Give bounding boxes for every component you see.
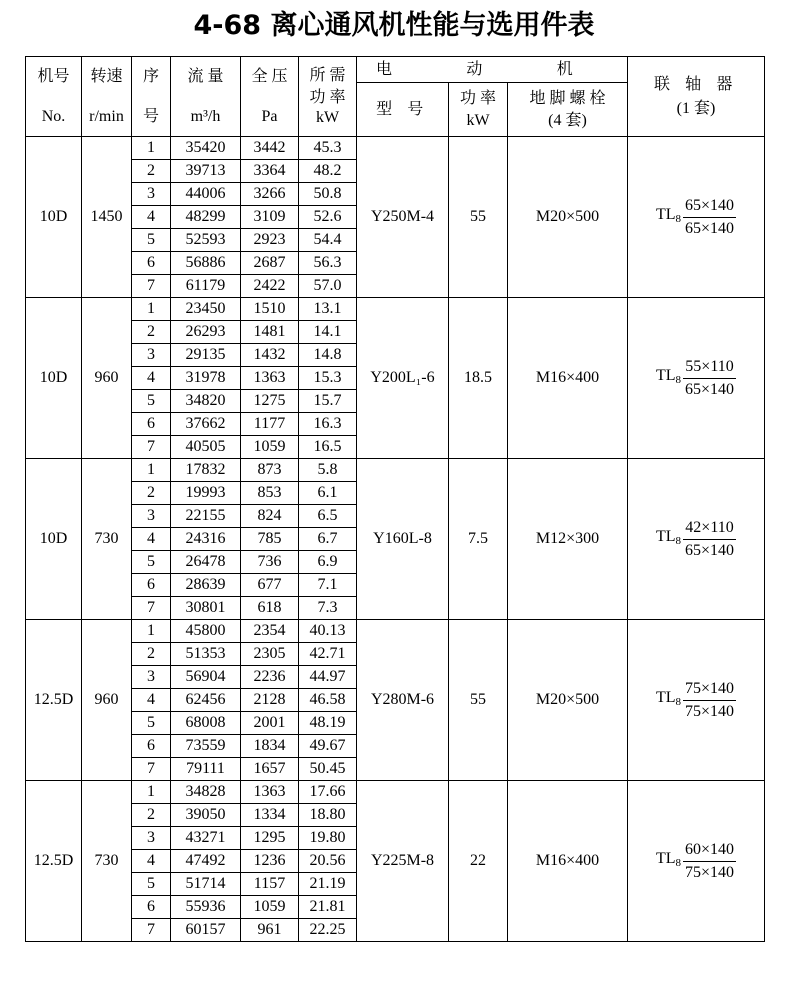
- flow-rate: 79111: [171, 758, 241, 781]
- sequence: 7: [132, 275, 171, 298]
- total-pressure: 1834: [241, 735, 299, 758]
- anchor-bolt: M16×400: [508, 298, 628, 459]
- flow-rate: 19993: [171, 482, 241, 505]
- total-pressure: 1177: [241, 413, 299, 436]
- required-power: 21.81: [299, 896, 357, 919]
- table-row: [26, 137, 765, 160]
- total-pressure: 2422: [241, 275, 299, 298]
- sequence: 5: [132, 229, 171, 252]
- total-pressure: 1236: [241, 850, 299, 873]
- total-pressure: 961: [241, 919, 299, 942]
- flow-rate: 34820: [171, 390, 241, 413]
- motor-type: Y160L-8: [357, 459, 449, 620]
- header-bolt-count: (4 套): [548, 111, 587, 129]
- total-pressure: 2236: [241, 666, 299, 689]
- coupling-prefix: TL: [655, 850, 676, 867]
- flow-rate: 47492: [171, 850, 241, 873]
- coupling-fraction: [683, 519, 736, 560]
- sequence: 5: [132, 712, 171, 735]
- coupling-numerator: 75×140: [683, 680, 736, 701]
- required-power: 6.9: [299, 551, 357, 574]
- header-model: [26, 57, 82, 137]
- flow-rate: 56886: [171, 252, 241, 275]
- total-pressure: 1275: [241, 390, 299, 413]
- header-speed-en: r/min: [89, 107, 124, 125]
- header-power-unit: kW: [315, 108, 340, 126]
- header-pressure-unit: Pa: [261, 107, 278, 125]
- motor-power: 55: [449, 137, 508, 298]
- header-row-top: [26, 57, 765, 83]
- required-power: 48.19: [299, 712, 357, 735]
- fan-spec-table: [25, 56, 765, 942]
- header-speed: [82, 57, 132, 137]
- total-pressure: 1510: [241, 298, 299, 321]
- header-coupling: [628, 57, 765, 137]
- coupling-subscript: 8: [675, 696, 681, 708]
- anchor-bolt: M20×500: [508, 620, 628, 781]
- motor-power: 18.5: [449, 298, 508, 459]
- header-flow-unit: m³/h: [190, 107, 221, 125]
- required-power: 46.58: [299, 689, 357, 712]
- coupling: [628, 298, 765, 459]
- flow-rate: 26293: [171, 321, 241, 344]
- total-pressure: 618: [241, 597, 299, 620]
- header-flow: [171, 57, 241, 137]
- flow-rate: 31978: [171, 367, 241, 390]
- header-speed-cn: 转速: [90, 67, 123, 85]
- total-pressure: 2305: [241, 643, 299, 666]
- flow-rate: 56904: [171, 666, 241, 689]
- speed: 730: [82, 459, 132, 620]
- flow-rate: 29135: [171, 344, 241, 367]
- header-motor-type: 型 号: [357, 83, 449, 137]
- total-pressure: 1295: [241, 827, 299, 850]
- sequence: 2: [132, 160, 171, 183]
- total-pressure: 873: [241, 459, 299, 482]
- sequence: 7: [132, 758, 171, 781]
- sequence: 3: [132, 505, 171, 528]
- required-power: 21.19: [299, 873, 357, 896]
- total-pressure: 677: [241, 574, 299, 597]
- sequence: 1: [132, 298, 171, 321]
- required-power: 6.5: [299, 505, 357, 528]
- header-motor-power: [449, 83, 508, 137]
- coupling-fraction: [683, 197, 736, 238]
- sequence: 1: [132, 781, 171, 804]
- coupling-denominator: 75×140: [685, 863, 735, 881]
- motor-type: Y200L₁-6: [357, 298, 449, 459]
- required-power: 6.7: [299, 528, 357, 551]
- flow-rate: 51714: [171, 873, 241, 896]
- total-pressure: 1059: [241, 436, 299, 459]
- sequence: 2: [132, 482, 171, 505]
- model-number: 10D: [26, 459, 82, 620]
- speed: 1450: [82, 137, 132, 298]
- coupling-type: [656, 367, 681, 389]
- sequence: 4: [132, 528, 171, 551]
- header-model-en: No.: [41, 107, 66, 125]
- flow-rate: 37662: [171, 413, 241, 436]
- table-row: [26, 781, 765, 804]
- required-power: 16.5: [299, 436, 357, 459]
- required-power: 42.71: [299, 643, 357, 666]
- coupling-fraction: [683, 680, 736, 721]
- required-power: 40.13: [299, 620, 357, 643]
- header-model-cn: 机号: [37, 67, 70, 85]
- total-pressure: 824: [241, 505, 299, 528]
- total-pressure: 1363: [241, 781, 299, 804]
- flow-rate: 55936: [171, 896, 241, 919]
- header-seq-top: 序: [142, 67, 159, 85]
- required-power: 13.1: [299, 298, 357, 321]
- coupling-prefix: TL: [655, 689, 676, 706]
- model-number: 12.5D: [26, 781, 82, 942]
- coupling-numerator: 65×140: [683, 197, 736, 218]
- speed: 960: [82, 298, 132, 459]
- anchor-bolt: M16×400: [508, 781, 628, 942]
- sequence: 3: [132, 183, 171, 206]
- total-pressure: 2687: [241, 252, 299, 275]
- coupling-prefix: TL: [655, 528, 676, 545]
- flow-rate: 26478: [171, 551, 241, 574]
- flow-rate: 45800: [171, 620, 241, 643]
- total-pressure: 736: [241, 551, 299, 574]
- sequence: 1: [132, 459, 171, 482]
- required-power: 6.1: [299, 482, 357, 505]
- required-power: 14.8: [299, 344, 357, 367]
- flow-rate: 68008: [171, 712, 241, 735]
- required-power: 50.8: [299, 183, 357, 206]
- required-power: 52.6: [299, 206, 357, 229]
- header-motor-power-cn: 功 率: [459, 89, 496, 107]
- sequence: 2: [132, 643, 171, 666]
- sequence: 3: [132, 827, 171, 850]
- sequence: 5: [132, 873, 171, 896]
- coupling-type: [656, 206, 681, 228]
- sequence: 4: [132, 689, 171, 712]
- total-pressure: 853: [241, 482, 299, 505]
- coupling-fraction: [683, 841, 736, 882]
- required-power: 57.0: [299, 275, 357, 298]
- required-power: 17.66: [299, 781, 357, 804]
- total-pressure: 1157: [241, 873, 299, 896]
- flow-rate: 44006: [171, 183, 241, 206]
- model-number: 10D: [26, 298, 82, 459]
- motor-type: Y250M-4: [357, 137, 449, 298]
- sequence: 6: [132, 574, 171, 597]
- flow-rate: 30801: [171, 597, 241, 620]
- sequence: 3: [132, 666, 171, 689]
- coupling-subscript: 8: [675, 374, 681, 386]
- total-pressure: 3109: [241, 206, 299, 229]
- required-power: 15.3: [299, 367, 357, 390]
- coupling-numerator: 55×110: [683, 358, 735, 379]
- coupling-type: [656, 528, 681, 550]
- coupling-subscript: 8: [675, 857, 681, 869]
- model-number: 10D: [26, 137, 82, 298]
- coupling-prefix: TL: [655, 206, 676, 223]
- sequence: 4: [132, 367, 171, 390]
- total-pressure: 1432: [241, 344, 299, 367]
- required-power: 56.3: [299, 252, 357, 275]
- coupling: [628, 781, 765, 942]
- required-power: 20.56: [299, 850, 357, 873]
- sequence: 6: [132, 413, 171, 436]
- header-coupling-count: (1 套): [676, 99, 716, 117]
- sequence: 2: [132, 321, 171, 344]
- coupling-denominator: 75×140: [685, 702, 735, 720]
- flow-rate: 28639: [171, 574, 241, 597]
- flow-rate: 39713: [171, 160, 241, 183]
- coupling-denominator: 65×140: [685, 380, 735, 398]
- sequence: 1: [132, 620, 171, 643]
- header-motor-power-unit: kW: [466, 111, 490, 129]
- motor-type: Y280M-6: [357, 620, 449, 781]
- anchor-bolt: M12×300: [508, 459, 628, 620]
- total-pressure: 3442: [241, 137, 299, 160]
- flow-rate: 39050: [171, 804, 241, 827]
- sequence: 6: [132, 896, 171, 919]
- coupling: [628, 137, 765, 298]
- total-pressure: 2354: [241, 620, 299, 643]
- required-power: 18.80: [299, 804, 357, 827]
- required-power: 44.97: [299, 666, 357, 689]
- header-bolt-cn: 地 脚 螺 栓: [529, 89, 606, 107]
- sequence: 1: [132, 137, 171, 160]
- flow-rate: 34828: [171, 781, 241, 804]
- flow-rate: 61179: [171, 275, 241, 298]
- required-power: 54.4: [299, 229, 357, 252]
- flow-rate: 22155: [171, 505, 241, 528]
- required-power: 22.25: [299, 919, 357, 942]
- required-power: 48.2: [299, 160, 357, 183]
- flow-rate: 40505: [171, 436, 241, 459]
- coupling: [628, 459, 765, 620]
- required-power: 50.45: [299, 758, 357, 781]
- required-power: 49.67: [299, 735, 357, 758]
- anchor-bolt: M20×500: [508, 137, 628, 298]
- coupling-fraction: [683, 358, 736, 399]
- header-required-power: [299, 57, 357, 137]
- required-power: 14.1: [299, 321, 357, 344]
- coupling-subscript: 8: [675, 535, 681, 547]
- coupling-denominator: 65×140: [685, 541, 735, 559]
- sequence: 2: [132, 804, 171, 827]
- sequence: 5: [132, 551, 171, 574]
- total-pressure: 2001: [241, 712, 299, 735]
- coupling-prefix: TL: [655, 367, 676, 384]
- sequence: 4: [132, 206, 171, 229]
- motor-power: 55: [449, 620, 508, 781]
- speed: 960: [82, 620, 132, 781]
- required-power: 7.3: [299, 597, 357, 620]
- required-power: 16.3: [299, 413, 357, 436]
- sequence: 3: [132, 344, 171, 367]
- flow-rate: 48299: [171, 206, 241, 229]
- header-coupling-cn: 联 轴 器: [653, 75, 738, 93]
- required-power: 45.3: [299, 137, 357, 160]
- coupling-type: [656, 689, 681, 711]
- motor-power: 22: [449, 781, 508, 942]
- sequence: 6: [132, 252, 171, 275]
- total-pressure: 3364: [241, 160, 299, 183]
- sequence: 5: [132, 390, 171, 413]
- sequence: 7: [132, 436, 171, 459]
- total-pressure: 1481: [241, 321, 299, 344]
- flow-rate: 73559: [171, 735, 241, 758]
- total-pressure: 2923: [241, 229, 299, 252]
- model-number: 12.5D: [26, 620, 82, 781]
- flow-rate: 35420: [171, 137, 241, 160]
- flow-rate: 24316: [171, 528, 241, 551]
- flow-rate: 23450: [171, 298, 241, 321]
- speed: 730: [82, 781, 132, 942]
- required-power: 19.80: [299, 827, 357, 850]
- total-pressure: 3266: [241, 183, 299, 206]
- sequence: 7: [132, 597, 171, 620]
- coupling-type: [656, 850, 681, 872]
- motor-type: Y225M-8: [357, 781, 449, 942]
- flow-rate: 43271: [171, 827, 241, 850]
- header-bolt: [508, 83, 628, 137]
- header-pressure-cn: 全 压: [251, 67, 288, 85]
- required-power: 5.8: [299, 459, 357, 482]
- table-row: [26, 459, 765, 482]
- coupling-numerator: 42×110: [683, 519, 735, 540]
- total-pressure: 1059: [241, 896, 299, 919]
- total-pressure: 2128: [241, 689, 299, 712]
- required-power: 7.1: [299, 574, 357, 597]
- flow-rate: 52593: [171, 229, 241, 252]
- header-flow-cn: 流 量: [187, 67, 224, 85]
- sequence: 6: [132, 735, 171, 758]
- required-power: 15.7: [299, 390, 357, 413]
- coupling-denominator: 65×140: [685, 219, 735, 237]
- coupling-subscript: 8: [675, 213, 681, 225]
- header-seq: [132, 57, 171, 137]
- flow-rate: 51353: [171, 643, 241, 666]
- header-power-cn-1: 所 需: [309, 66, 346, 84]
- total-pressure: 1657: [241, 758, 299, 781]
- total-pressure: 1334: [241, 804, 299, 827]
- flow-rate: 60157: [171, 919, 241, 942]
- table-row: [26, 298, 765, 321]
- flow-rate: 62456: [171, 689, 241, 712]
- header-power-cn-2: 功 率: [309, 88, 346, 106]
- table-row: [26, 620, 765, 643]
- sequence: 4: [132, 850, 171, 873]
- coupling-numerator: 60×140: [683, 841, 736, 862]
- header-seq-bottom: 号: [142, 107, 159, 125]
- total-pressure: 1363: [241, 367, 299, 390]
- sequence: 7: [132, 919, 171, 942]
- coupling: [628, 620, 765, 781]
- total-pressure: 785: [241, 528, 299, 551]
- motor-power: 7.5: [449, 459, 508, 620]
- page-title: 4-68 离心通风机性能与选用件表: [193, 10, 595, 41]
- header-motor: 电 动 机: [357, 57, 628, 83]
- flow-rate: 17832: [171, 459, 241, 482]
- header-pressure: [241, 57, 299, 137]
